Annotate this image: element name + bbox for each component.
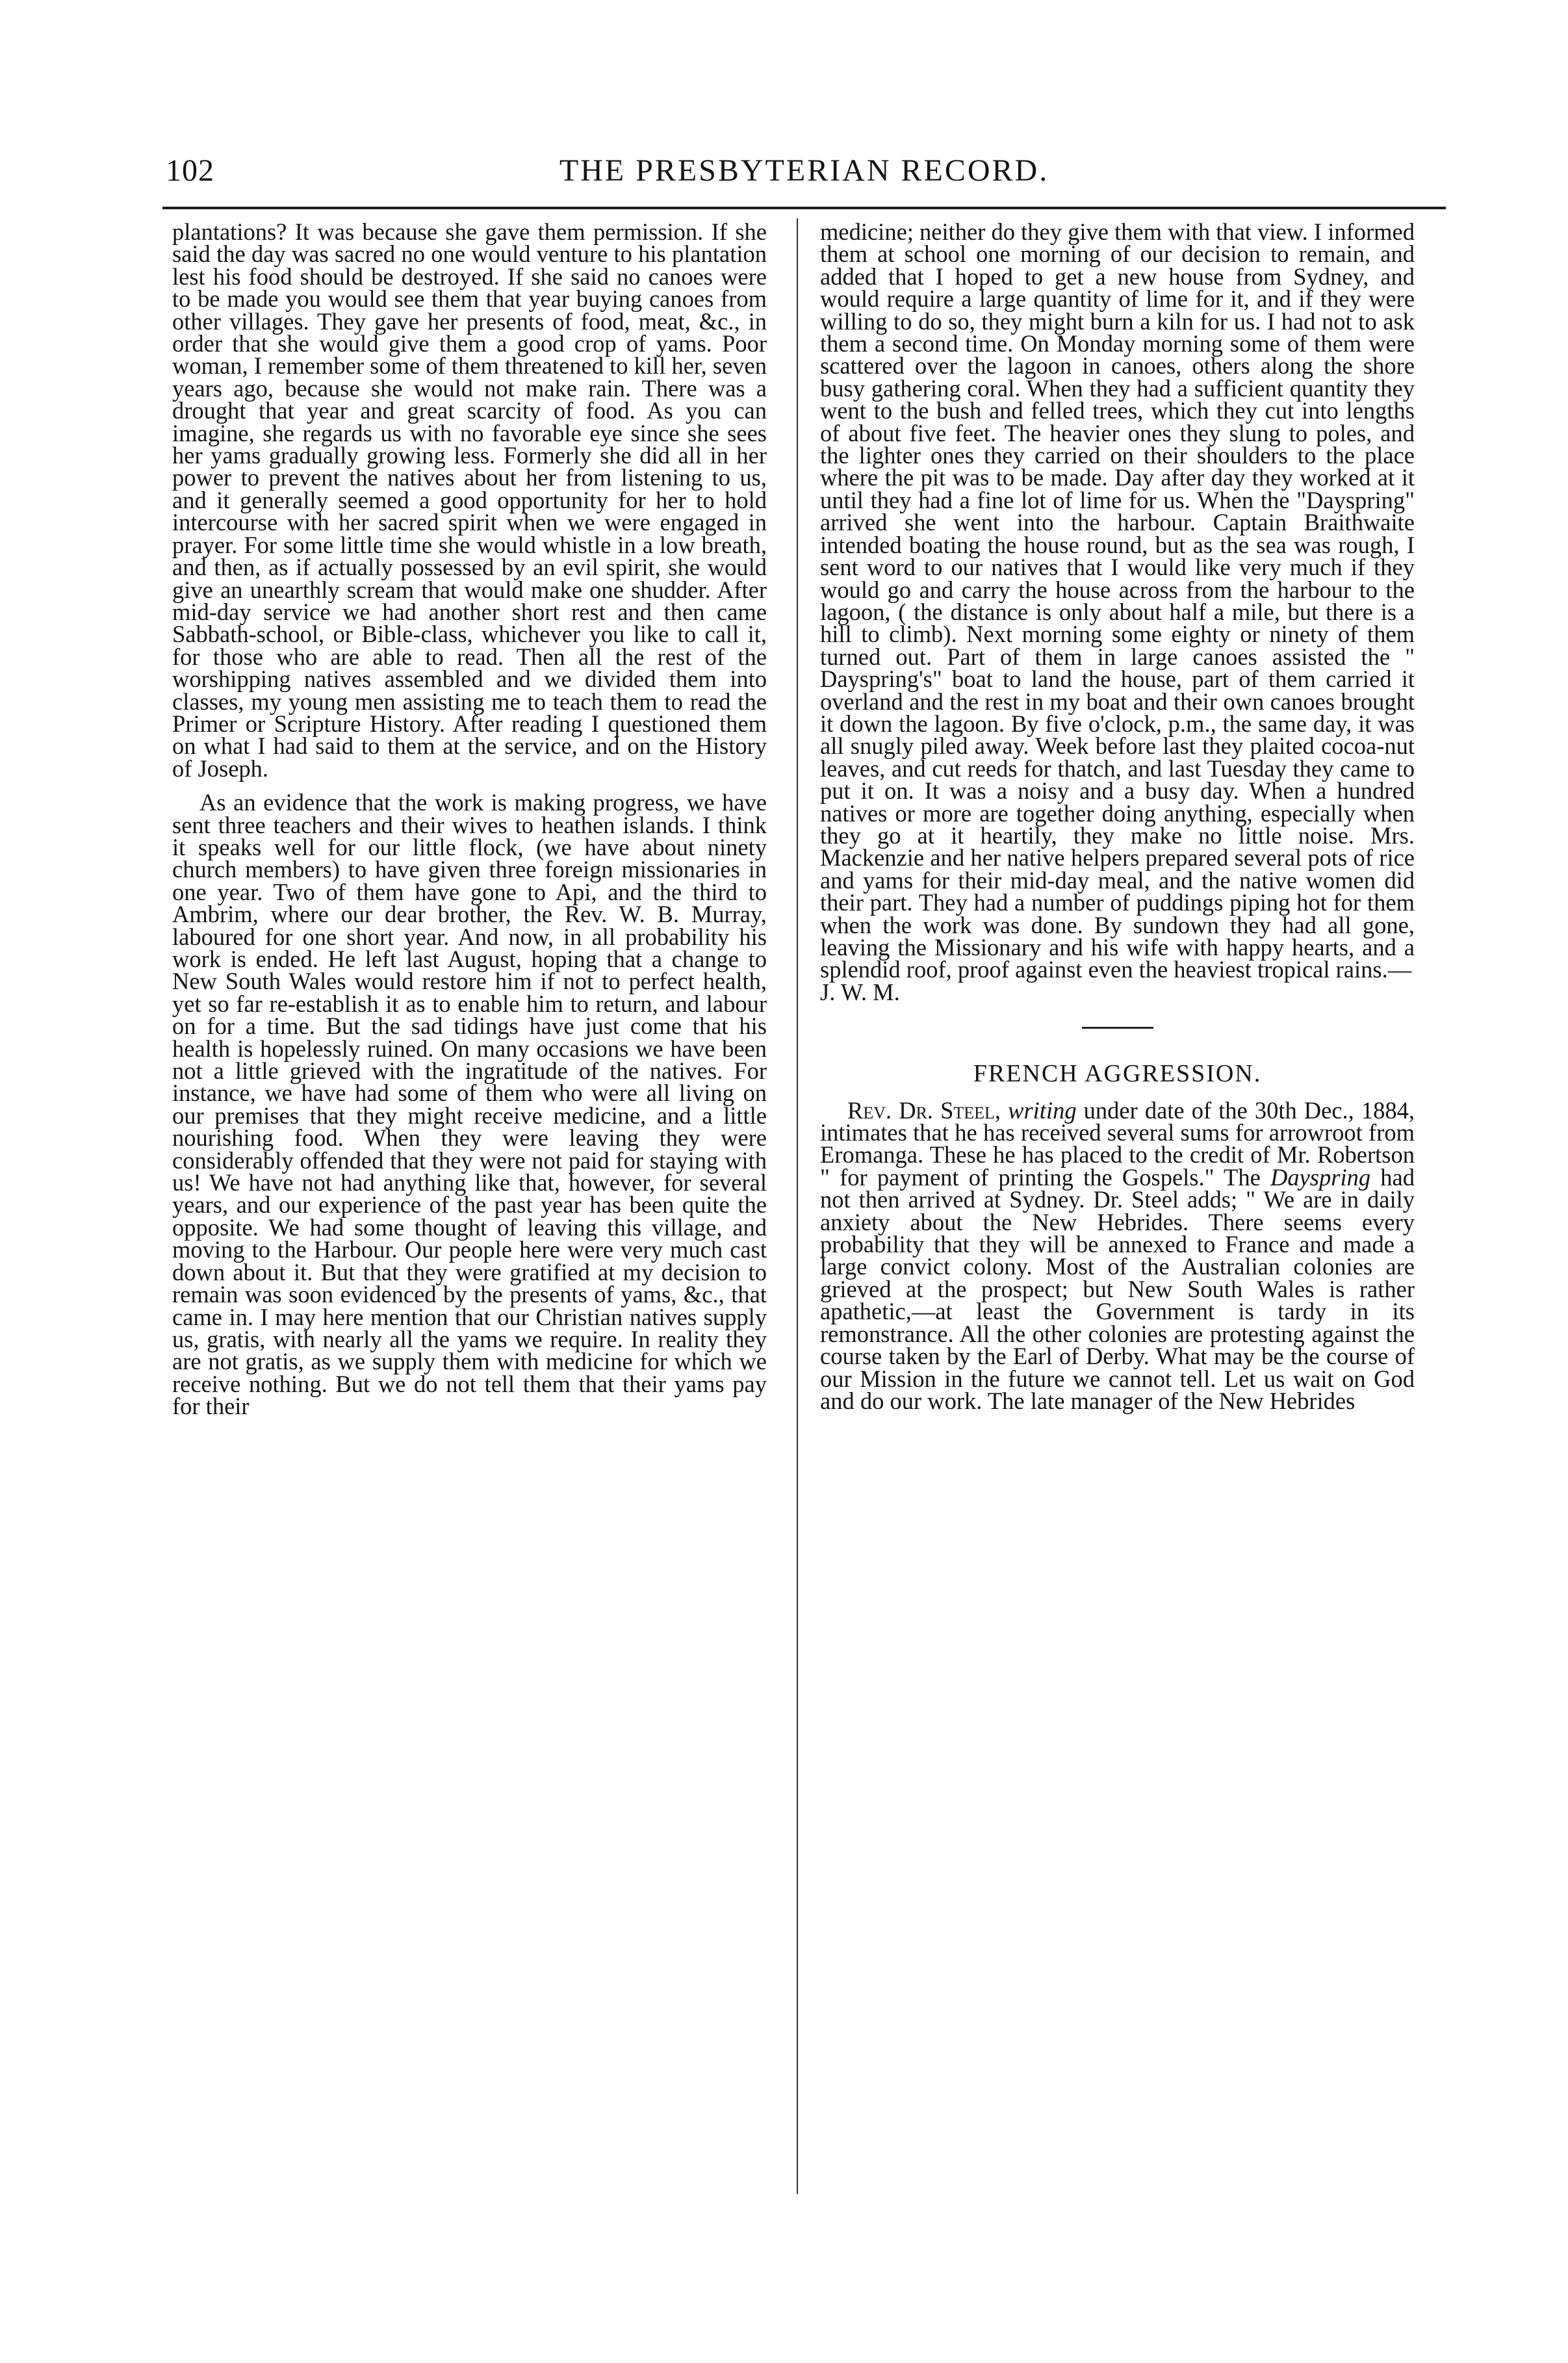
section-divider xyxy=(1082,1027,1153,1029)
right-paragraph-1: medicine; neither do they give them with that view. I informed them at school one morning of our decision to remain, and added that I hoped to get a new house from Sydney, and would require a large quantity of lime for it, and if they were willing to do so, they might burn a kiln for us. I had not to ask them a second time. On Monday morning some of them were scattered over the lagoon in canoes, others along the shore busy gathering coral. When they had a sufficient quantity they went to the bush and felled trees, which they cut into lengths of about five feet. The heavier ones they slung to poles, and the lighter ones they carried on their shoulders to the place where the pit was to be made. Day after day they worked at it until they had a fine lot of lime for us. When the "Dayspring" arrived she went into the harbour. Captain Braithwaite intended boating the house round, but as the sea was rough, I sent word to our natives that I would like very much if they would go and carry the house across from the harbour to the lagoon, ( the distance is only about half a mile, but there is a hill to climb). Next morning some eighty or ninety of them turned out. Part of them in large canoes assisted the " Dayspring's" boat to land the house, part of them carried it overland and the rest in my boat and their own canoes brought it down the lagoon. By five o'clock, p.m., the same day, it was all snugly piled away. Week before last they plaited cocoa-nut leaves, and cut reeds for thatch, and last Tuesday they came to put it on. It was a noisy and a busy day. When a hundred natives or more are together doing anything, especially when they go at it heartily, they make no little noise. Mrs. Mackenzie and her native helpers prepared several pots of rice and yams for their mid-day meal, and the native women did their part. They had a number of puddings piping hot for them when the work was done. By sundown they had all gone, leaving the Missionary and his wife with happy hearts, and a splendid roof, proof against even the heaviest tropical rains.— xyxy=(820,218,1415,983)
right-column xyxy=(820,218,1415,2193)
running-title: THE PRESBYTERIAN RECORD. xyxy=(559,153,1049,188)
author-lead: Rev. Dr. Steel, xyxy=(847,1096,1001,1124)
section-title: FRENCH AGGRESSION. xyxy=(973,1060,1262,1088)
left-paragraph-1: plantations? It was because she gave them permission. If she said the day was sacred no one would venture to his plantation lest his food should be destroyed. If she said no canoes were to be made you would see them that year buying canoes from other villages. They gave her presents of food, meat, &c., in order that she would give them a good crop of yams. Poor woman, I remember some of them threatened to kill her, seven years ago, because she would not make rain. There was a drought that year and great scarcity of food. As you can imagine, she regards us with no favorable eye since she sees her yams gradually growing less. Formerly she did all in her power to prevent the natives about her from listening to us, and it generally seemed a good opportunity for her to hold intercourse with her sacred spirit when we were engaged in prayer. For some little time she would whistle in a low breath, and then, as if actually possessed by an evil spirit, she would give an unearthly scream that would make one shudder. After mid-day service we had another short rest and then came Sabbath-school, or Bible-class, whichever you like to call it, for those who are able to read. Then all the rest of the worshipping natives assembled and we divided them into classes, my young men assisting me to teach them to read the Primer or Scripture History. After reading I questioned them on what I had said to them at the service, and on the History of Joseph. xyxy=(172,218,767,782)
left-column xyxy=(172,218,767,2193)
signature: J. W. M. xyxy=(820,978,900,1005)
page-number: 102 xyxy=(166,153,214,188)
author-lead-continuation: writing under date of the 30th Dec., 1884, intimates that he has received several sums for arrowroot from Eromanga. These he has placed to the credit of Mr. Robertson " for payment of printing the Gospels." The xyxy=(820,1096,1415,1191)
header-rule xyxy=(162,207,1446,209)
ship-name: Dayspring xyxy=(1270,1163,1371,1191)
paragraph-continuation: had not then arrived at Sydney. Dr. Steel adds; " We are in daily anxiety about the New Hebrides. There seems every probability that they will be annexed to France and made a large convict colony. Most of the Australian colonies are grieved at the prospect; but New South Wales is rather apathetic,—at least the Government is tardy in its remonstrance. All the other colonies are protesting against the course taken by the Earl of Derby. What may be the course of our Mission in the future we cannot tell. Let us wait on God and do our work. The late manager of the New Hebrides xyxy=(820,1163,1415,1414)
left-paragraph-2: As an evidence that the work is making progress, we have sent three teachers and their wives to heathen islands. I think it speaks well for our little flock, (we have about ninety church members) to have given three foreign missionaries in one year. Two of them have gone to Api, and the third to Ambrim, where our dear brother, the Rev. W. B. Murray, laboured for one short year. And now, in all probability his work is ended. He left last August, hoping that a change to New South Wales would restore him if not to perfect health, yet so far re-establish it as to enable him to return, and labour on for a time. But the sad tidings have just come that his health is hopelessly ruined. On many occasions we have been not a little grieved with the ingratitude of the natives. For instance, we have had some of them who were all living on our premises that they might receive medicine, and a little nourishing food. When they were leaving they were considerably offended that they were not paid for staying with us! We have not had anything like that, however, for several years, and our experience of the past year has been quite the opposite. We had some thought of leaving this village, and moving to the Harbour. Our people here were very much cast down about it. But that they were gratified at my decision to remain was soon evidenced by the presents of yams, &c., that came in. I may here mention that our Christian natives supply us, gratis, with nearly all the yams we require. In reality they are not gratis, as we supply them with medicine for which we receive nothing. But we do not tell them that their yams pay for their xyxy=(172,789,767,1420)
page-header xyxy=(166,153,1443,198)
column-divider xyxy=(797,218,798,2194)
right-paragraph-2 xyxy=(820,1096,1415,1414)
